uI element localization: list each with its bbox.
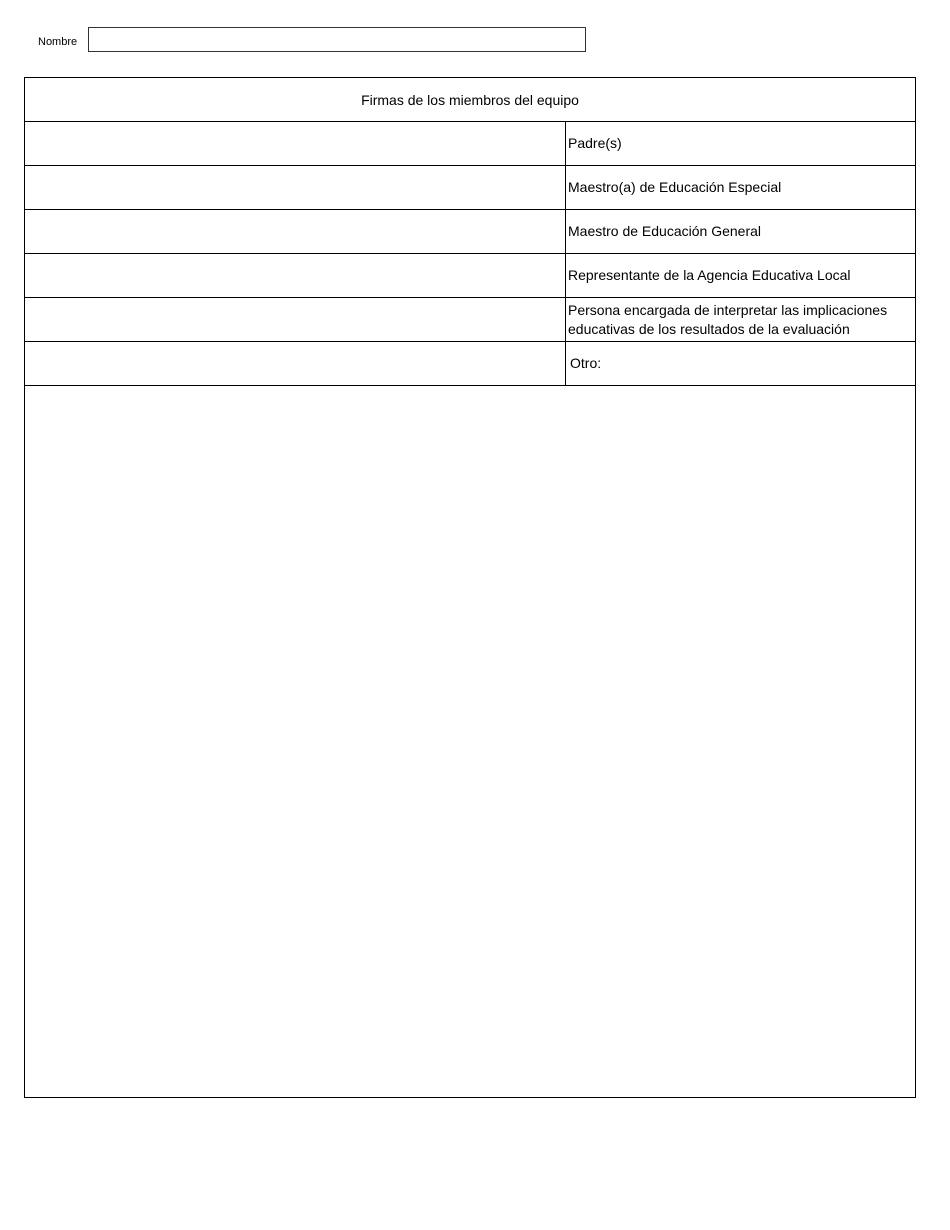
signature-row-other <box>25 342 915 386</box>
signature-row-lea-representative <box>25 254 915 298</box>
signature-field-evaluation-interpreter[interactable] <box>25 298 565 341</box>
signature-field-lea-representative[interactable] <box>25 254 565 297</box>
role-label-general-ed-teacher: Maestro de Educación General <box>565 210 915 253</box>
signature-field-parents[interactable] <box>25 122 565 165</box>
signatures-title: Firmas de los miembros del equipo <box>25 78 915 122</box>
signature-row-general-ed-teacher <box>25 210 915 254</box>
signatures-table <box>24 77 916 1098</box>
signature-field-general-ed-teacher[interactable] <box>25 210 565 253</box>
role-label-parents: Padre(s) <box>565 122 915 165</box>
signature-row-evaluation-interpreter <box>25 298 915 342</box>
name-label: Nombre <box>38 36 78 48</box>
signature-field-special-ed-teacher[interactable] <box>25 166 565 209</box>
signature-field-other[interactable] <box>25 342 565 385</box>
role-label-evaluation-interpreter: Persona encargada de interpretar las implicaciones educativas de los resultados de la evaluación <box>565 298 915 341</box>
signature-row-parents <box>25 122 915 166</box>
role-label-special-ed-teacher: Maestro(a) de Educación Especial <box>565 166 915 209</box>
signature-row-special-ed-teacher <box>25 166 915 210</box>
notes-area[interactable] <box>25 386 915 1097</box>
role-label-other: Otro: <box>565 342 915 385</box>
name-input[interactable] <box>88 27 586 52</box>
role-label-lea-representative: Representante de la Agencia Educativa Local <box>565 254 915 297</box>
